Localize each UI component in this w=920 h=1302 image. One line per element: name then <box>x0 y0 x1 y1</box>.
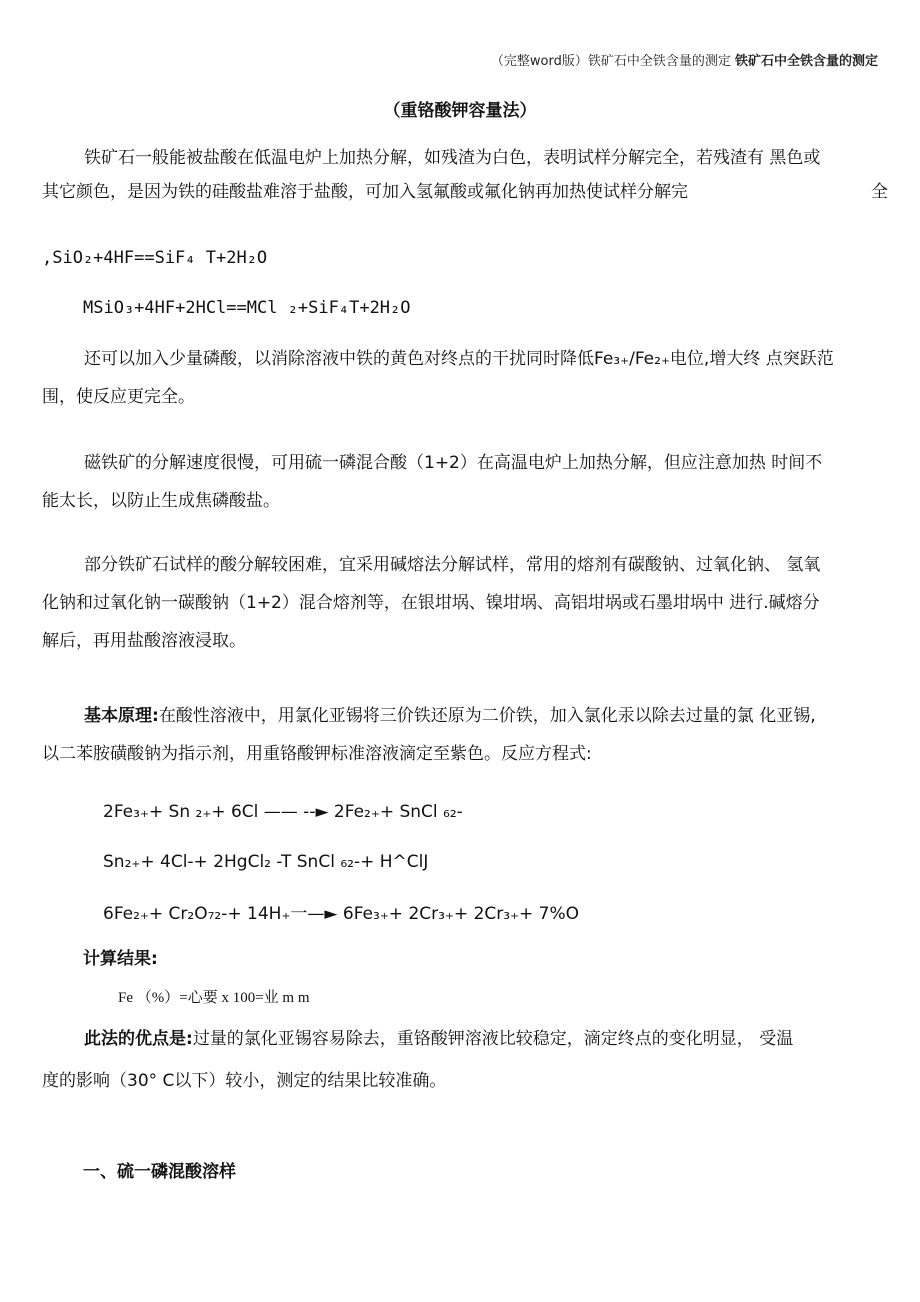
paragraph-4 <box>42 548 888 658</box>
equation-3: 6Fe₂₊+ Cr₂O₇₂-+ 14H₊一—► 6Fe₃₊+ 2Cr₃₊+ 2Cr₃₊+ 7%O <box>103 904 580 924</box>
p2-line2: 围，使反应更完全。 <box>42 387 195 407</box>
calc-label: 计算结果: <box>83 949 158 969</box>
p5-line1 <box>42 699 888 733</box>
adv-line1-text: 过量的氯化亚锡容易除去，重铬酸钾溶液比较稳定，滴定终点的变化明显， 受温 <box>192 1029 794 1049</box>
p1-line2 <box>42 175 888 209</box>
p2-line1: 还可以加入少量磷酸，以消除溶液中铁的黄色对终点的干扰同时降低Fe₃₊/Fe₂₊电位,增大终 点突跃范 <box>84 349 834 369</box>
page-header <box>491 50 878 69</box>
equation-1: 2Fe₃₊+ Sn ₂₊+ 6Cl —— --► 2Fe₂₊+ SnCl ₆₂- <box>103 802 463 822</box>
equation-2: Sn₂₊+ 4Cl-+ 2HgCl₂ -T SnCl ₆₂-+ H^ClJ <box>103 852 429 872</box>
p5-label: 基本原理: <box>84 706 159 726</box>
paragraph-advantage <box>42 1022 888 1098</box>
p1-line4: MSiO₃+4HF+2HCl==MCl ₂+SiF₄T+2H₂O <box>83 298 411 318</box>
header-prefix: （完整word版）铁矿石中全铁含量的测定 <box>490 54 731 69</box>
calc-formula: Fe （%）=心要 x 100=业 m m <box>118 990 310 1006</box>
p4-line2: 化钠和过氧化钠一碳酸钠（1+2）混合熔剂等，在银坩埚、镍坩埚、高铝坩埚或石墨坩埚中 进行.碱熔分 <box>42 593 820 613</box>
paragraph-1 <box>42 141 888 209</box>
p4-line1: 部分铁矿石试样的酸分解较困难，宜采用碱熔法分解试样，常用的熔剂有碳酸钠、过氧化钠、 氢氧 <box>84 555 821 575</box>
p1-line2a: 其它颜色，是因为铁的硅酸盐难溶于盐酸，可加入氢氟酸或氟化钠再加热使试样分解完 <box>42 182 688 202</box>
p1-line1: 铁矿石一般能被盐酸在低温电炉上加热分解，如残渣为白色，表明试样分解完全，若残渣有 黑色或 <box>84 148 821 168</box>
p1-line2b: 全 <box>871 182 888 202</box>
adv-line1 <box>42 1022 888 1056</box>
p3-line2: 能太长，以防止生成焦磷酸盐。 <box>42 491 280 511</box>
advantage-label: 此法的优点是: <box>84 1029 193 1049</box>
document-title: （重铬酸钾容量法） <box>383 101 537 121</box>
paragraph-3 <box>42 446 888 518</box>
header-bold-title: 铁矿石中全铁含量的测定 <box>734 54 878 69</box>
p3-line1: 磁铁矿的分解速度很慢，可用硫一磷混合酸（1+2）在高温电炉上加热分解，但应注意加热 时间不 <box>84 453 823 473</box>
section-heading: 一、硫一磷混酸溶样 <box>83 1162 236 1182</box>
adv-line2: 度的影响（30° C以下）较小，测定的结果比较准确。 <box>42 1071 447 1091</box>
p1-line3: ,SiO₂+4HF==SiF₄ T+2H₂O <box>42 248 268 268</box>
paragraph-2 <box>42 342 888 414</box>
p4-line3: 解后，再用盐酸溶液浸取。 <box>42 631 246 651</box>
p5-line1-text: 在酸性溶液中，用氯化亚锡将三价铁还原为二价铁，加入氯化汞以除去过量的氯 化亚锡, <box>158 706 816 726</box>
p5-line2: 以二苯胺磺酸钠为指示剂，用重铬酸钾标准溶液滴定至紫色。反应方程式: <box>42 744 592 764</box>
paragraph-5 <box>42 699 888 771</box>
